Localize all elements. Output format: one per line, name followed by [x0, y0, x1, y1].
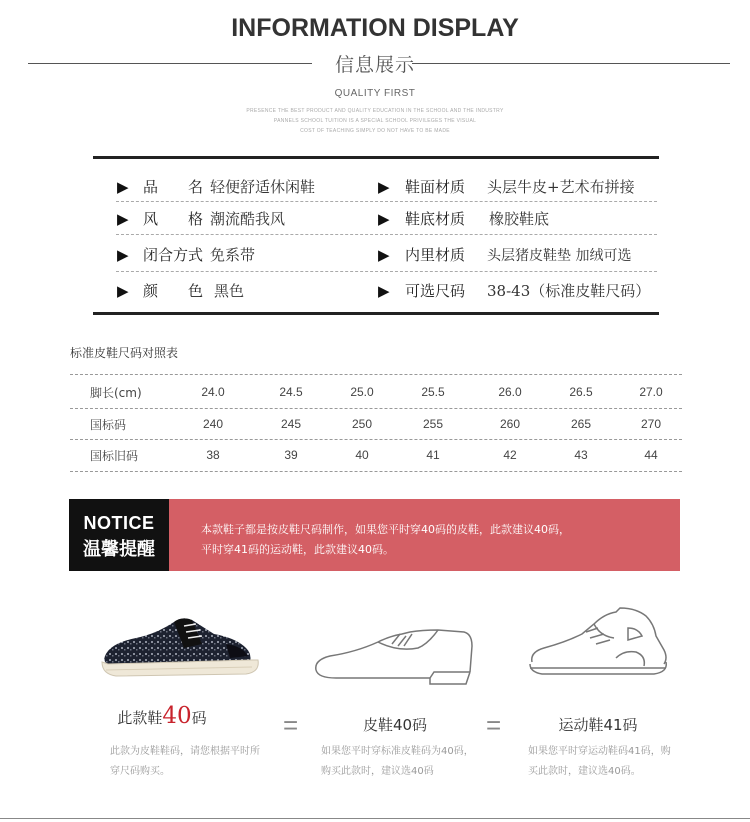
spec-label: 内里材质 — [405, 246, 466, 264]
size-cell: 42 — [503, 448, 517, 462]
page-title: INFORMATION DISPLAY — [231, 14, 519, 42]
row-divider — [116, 234, 657, 235]
spec-value: 轻便舒适休闲鞋 — [210, 178, 316, 196]
size-row-label: 脚长(cm) — [90, 385, 142, 400]
size-cell: 26.5 — [569, 385, 593, 399]
shoe-description — [321, 742, 474, 782]
fine-print-line: PANNELS SCHOOL TUITION IS A SPECIAL SCHOOL PRIVILEGES THE VISUAL — [273, 118, 477, 124]
shoe-description-line: 购买此款时，建议选40码 — [321, 766, 434, 777]
size-cell: 250 — [351, 417, 373, 431]
bullet-arrow-icon: ▶ — [117, 281, 129, 300]
spec-value: 黑色 — [214, 282, 245, 300]
dress-shoe-icon — [306, 622, 482, 692]
shoe-description — [528, 742, 671, 782]
fine-print-line: COST OF TEACHING SIMPLY DO NOT HAVE TO BE MADE — [300, 128, 450, 134]
size-cell: 260 — [499, 417, 521, 431]
size-table-divider — [70, 374, 682, 375]
size-cell: 240 — [202, 417, 224, 431]
shoe-label-dress: 皮鞋40码 — [362, 716, 428, 734]
spec-row — [93, 202, 659, 235]
bullet-arrow-icon: ▶ — [378, 209, 390, 228]
size-row-label: 国标旧码 — [90, 448, 139, 463]
bullet-arrow-icon: ▶ — [117, 245, 129, 264]
spec-row — [93, 238, 659, 271]
bottom-divider — [0, 818, 750, 819]
fine-print-line: PRESENCE THE BEST PRODUCT AND QUALITY EDUCATION IN THE SCHOOL AND THE INDUSTRY — [246, 108, 504, 114]
size-cell: 24.0 — [201, 385, 225, 399]
bullet-arrow-icon: ▶ — [378, 177, 390, 196]
bullet-arrow-icon: ▶ — [117, 209, 129, 228]
spec-label: 鞋面材质 — [405, 178, 466, 196]
size-cell: 25.0 — [350, 385, 374, 399]
shoe-description-line: 此款为皮鞋鞋码，请您根据平时所 — [110, 746, 260, 757]
size-cell: 270 — [640, 417, 662, 431]
equals-sign: = — [486, 710, 502, 740]
size-table-row — [70, 408, 682, 440]
spec-label: 可选尺码 — [405, 282, 466, 300]
notice-text — [201, 520, 570, 560]
spec-value: 潮流酷我风 — [210, 210, 286, 228]
spec-value: 头层猪皮鞋垫 加绒可选 — [487, 247, 632, 264]
bullet-arrow-icon: ▶ — [117, 177, 129, 196]
spec-row — [93, 170, 659, 203]
size-cell: 25.5 — [421, 385, 445, 399]
size-cell: 44 — [644, 448, 658, 462]
shoe-label-text: 码 — [191, 709, 207, 727]
spec-label: 鞋底材质 — [405, 210, 466, 228]
size-table-title: 标准皮鞋尺码对照表 — [70, 346, 179, 360]
size-cell: 26.0 — [498, 385, 522, 399]
size-cell: 265 — [570, 417, 592, 431]
size-row-label: 国标码 — [90, 417, 127, 432]
equals-sign: = — [283, 710, 299, 740]
spec-value: 38-43（标准皮鞋尺码） — [487, 282, 651, 300]
size-cell: 24.5 — [279, 385, 303, 399]
bullet-arrow-icon: ▶ — [378, 245, 390, 264]
row-divider — [116, 271, 657, 272]
shoe-label-this — [72, 703, 252, 729]
sports-shoe-icon — [524, 606, 674, 690]
spec-label: 闭合方式 — [143, 246, 204, 264]
notice-line: 本款鞋子都是按皮鞋尺码制作，如果您平时穿40码的皮鞋，此款建议40码， — [201, 523, 570, 536]
spec-label: 颜 色 — [143, 282, 204, 300]
subtitle-row — [0, 50, 750, 76]
size-cell: 245 — [280, 417, 302, 431]
size-cell: 40 — [355, 448, 369, 462]
size-cell: 43 — [574, 448, 588, 462]
spec-table-top-border — [93, 156, 659, 159]
shoe-size-number: 40 — [162, 703, 192, 729]
shoe-label-sports: 运动鞋41码 — [558, 716, 638, 734]
spec-table-bottom-border — [93, 312, 659, 315]
size-cell: 39 — [284, 448, 298, 462]
shoe-description-line: 如果您平时穿标准皮鞋码为40码， — [321, 746, 474, 757]
shoe-description-line: 穿尺码购买。 — [110, 766, 170, 777]
size-cell: 41 — [426, 448, 440, 462]
size-cell: 27.0 — [639, 385, 663, 399]
notice-badge — [69, 499, 169, 571]
subtitle: 信息展示 — [334, 54, 415, 76]
spec-value: 免系带 — [210, 246, 256, 264]
size-table-row — [70, 439, 682, 471]
shoe-label-text: 此款鞋 — [117, 709, 163, 727]
size-table-row — [70, 376, 682, 408]
notice-banner — [69, 499, 680, 571]
bullet-arrow-icon: ▶ — [378, 281, 390, 300]
size-table-divider — [70, 471, 682, 472]
spec-value: 橡胶鞋底 — [489, 210, 550, 228]
size-cell: 255 — [422, 417, 444, 431]
notice-line: 平时穿41码的运动鞋，此款建议40码。 — [201, 543, 394, 556]
sneaker-photo — [96, 604, 266, 692]
spec-value: 头层牛皮+艺术布拼接 — [487, 178, 635, 196]
spec-row — [93, 274, 659, 307]
spec-label: 风 格 — [143, 210, 204, 228]
notice-badge-en: NOTICE — [83, 513, 155, 533]
notice-badge-cn: 温馨提醒 — [83, 539, 155, 560]
shoe-description — [110, 742, 260, 782]
spec-label: 品 名 — [143, 178, 204, 196]
size-cell: 38 — [206, 448, 220, 462]
quality-tagline: QUALITY FIRST — [334, 88, 416, 99]
shoe-description-line: 买此款时，建议选40码。 — [528, 766, 641, 777]
shoe-description-line: 如果您平时穿运动鞋码41码，购 — [528, 746, 671, 757]
